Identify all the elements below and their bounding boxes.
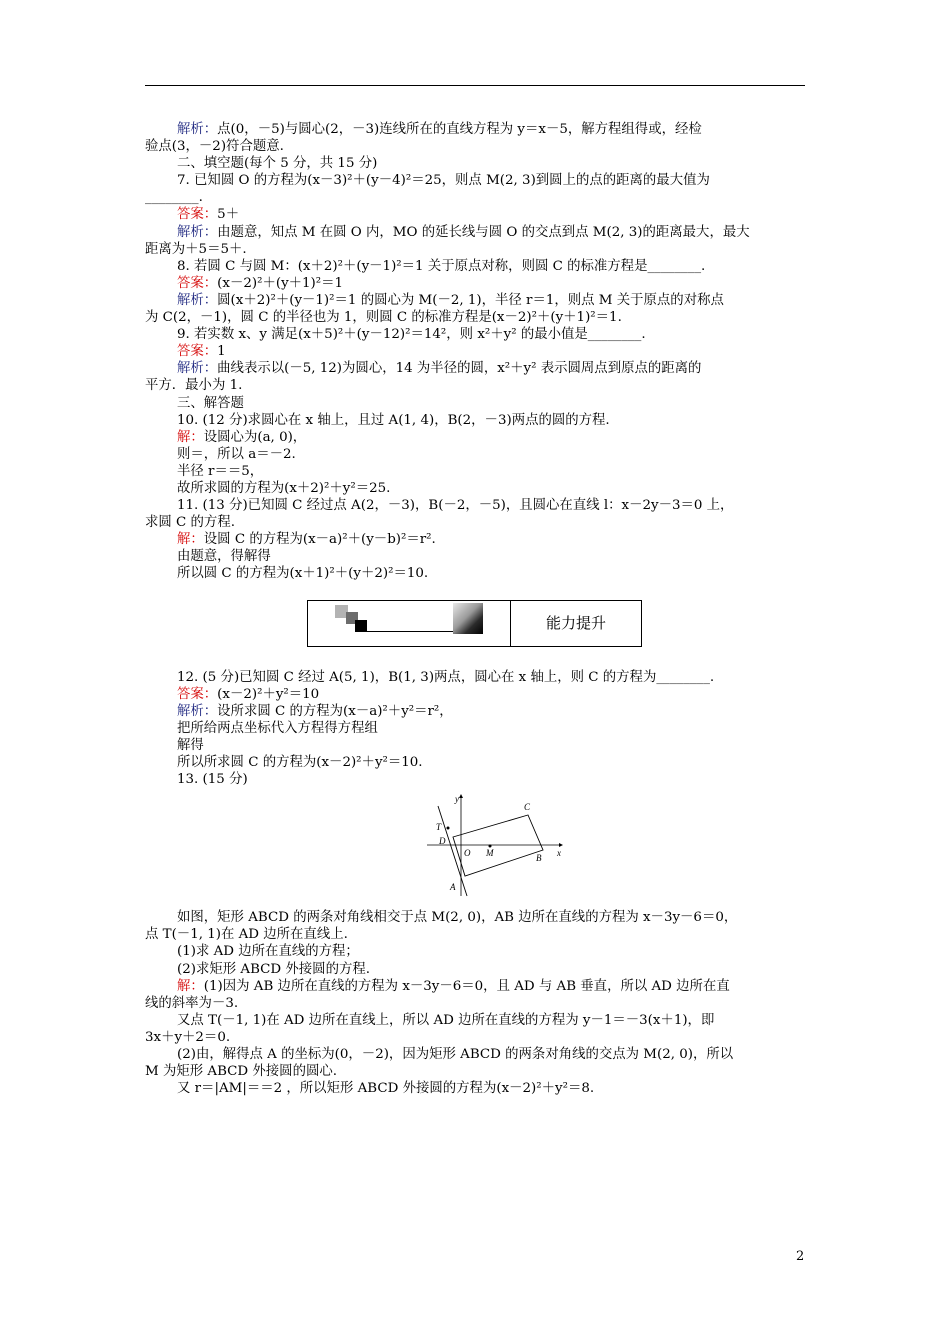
answer-label: 答案： bbox=[177, 207, 218, 223]
rectangle-figure bbox=[425, 792, 567, 898]
line-text: 为 C(2，－1)，圆 C 的半径也为 1，则圆 C 的标准方程是(x－2)²＋(y＋1)²＝1. bbox=[145, 310, 622, 326]
text-line bbox=[145, 926, 807, 943]
answer-label: 解： bbox=[177, 978, 204, 994]
text-line bbox=[145, 463, 807, 480]
text-line bbox=[145, 1046, 807, 1063]
point-t bbox=[447, 827, 450, 830]
text-line bbox=[145, 737, 807, 754]
text-line bbox=[145, 206, 807, 223]
line-text: 解得 bbox=[177, 737, 204, 753]
text-line bbox=[145, 412, 807, 429]
text-line bbox=[145, 754, 807, 771]
label-m: M bbox=[486, 848, 494, 859]
explanation-label: 解析： bbox=[177, 292, 218, 308]
y-axis-arrow bbox=[459, 794, 463, 798]
label-a: A bbox=[450, 882, 456, 893]
text-line bbox=[145, 961, 807, 978]
line-text: 5＋ bbox=[217, 207, 240, 223]
line-text: 9. 若实数 x、y 满足(x＋5)²＋(y－12)²＝14²，则 x²＋y² 的最小值是________. bbox=[177, 327, 646, 343]
solutions-block-3 bbox=[145, 909, 807, 1097]
line-text: 三、解答题 bbox=[177, 395, 244, 411]
line-text: 验点(3，－2)符合题意. bbox=[145, 139, 284, 155]
text-line bbox=[145, 189, 807, 206]
label-y: y bbox=[455, 794, 459, 805]
label-d: D bbox=[439, 836, 446, 847]
line-text: 11. (13 分)已知圆 C 经过点 A(2，－3)，B(－2，－5)，且圆心在直线 l：x－2y－3＝0 上， bbox=[177, 498, 734, 514]
label-t: T bbox=[436, 822, 442, 833]
text-line bbox=[145, 429, 807, 446]
text-line bbox=[145, 343, 807, 360]
text-line bbox=[145, 446, 807, 463]
text-line bbox=[145, 275, 807, 292]
line-text: 又点 T(－1, 1)在 AD 边所在直线上，所以 AD 边所在直线的方程为 y－1＝－3(x＋1)，即 bbox=[177, 1012, 715, 1028]
label-o: O bbox=[464, 848, 471, 859]
line-text: (x－2)²＋(y＋1)²＝1 bbox=[217, 275, 344, 291]
label-c: C bbox=[524, 802, 531, 813]
answer-label: 答案： bbox=[177, 275, 218, 291]
line-text: 求圆 C 的方程. bbox=[145, 515, 235, 531]
line-text: M 为矩形 ABCD 外接圆的圆心. bbox=[145, 1064, 337, 1080]
text-line bbox=[145, 138, 807, 155]
line-text: 3x＋y＋2＝0. bbox=[145, 1029, 231, 1045]
line-text: 半径 r＝＝5， bbox=[177, 463, 264, 479]
text-line bbox=[145, 909, 807, 926]
line-text: (x－2)²＋y²＝10 bbox=[217, 686, 320, 702]
text-line bbox=[145, 1063, 807, 1080]
line-text: 设圆心为(a, 0)， bbox=[203, 429, 307, 445]
line-text: 把所给两点坐标代入方程得方程组 bbox=[177, 720, 378, 736]
text-line bbox=[145, 360, 807, 377]
text-line bbox=[145, 326, 807, 343]
banner-decoration-line bbox=[355, 631, 453, 632]
line-text: 故所求圆的方程为(x＋2)²＋y²＝25. bbox=[177, 480, 391, 496]
header-rule bbox=[145, 85, 805, 86]
line-text: 7. 已知圆 O 的方程为(x－3)²＋(y－4)²＝25，则点 M(2, 3)到圆上的点的距离的最大值为 bbox=[177, 173, 710, 189]
text-line bbox=[145, 258, 807, 275]
text-line bbox=[145, 241, 807, 258]
text-line bbox=[145, 121, 807, 138]
line-text: 10. (12 分)求圆心在 x 轴上，且过 A(1, 4)，B(2，－3)两点的圆的方程. bbox=[177, 412, 610, 428]
text-line bbox=[145, 480, 807, 497]
line-text: 如图，矩形 ABCD 的两条对角线相交于点 M(2, 0)，AB 边所在直线的方程为 x－3y－6＝0， bbox=[177, 910, 738, 926]
answer-label: 解： bbox=[177, 429, 204, 445]
text-line bbox=[145, 548, 807, 565]
label-x: x bbox=[557, 848, 561, 859]
text-line bbox=[145, 703, 807, 720]
page-number: 2 bbox=[796, 1249, 805, 1264]
text-line bbox=[145, 514, 807, 531]
line-text: 12. (5 分)已知圆 C 经过 A(5, 1)，B(1, 3)两点，圆心在 x 轴上，则 C 的方程为________. bbox=[177, 669, 715, 685]
text-line bbox=[145, 292, 807, 309]
line-text: 二、填空题(每个 5 分，共 15 分) bbox=[177, 156, 378, 172]
label-b: B bbox=[536, 853, 542, 864]
explanation-label: 解析： bbox=[177, 703, 218, 719]
line-text: 13. (15 分) bbox=[177, 772, 248, 788]
x-axis-arrow bbox=[559, 843, 563, 847]
line-text: (2)求矩形 ABCD 外接圆的方程. bbox=[177, 961, 370, 977]
line-text: 设所求圆 C 的方程为(x－a)²＋y²＝r²， bbox=[217, 703, 453, 719]
answer-label: 答案： bbox=[177, 344, 218, 360]
line-text: 由题意，知点 M 在圆 O 内，MO 的延长线与圆 O 的交点到点 M(2, 3)的距离最大，最大 bbox=[217, 224, 750, 240]
line-text: 由题意，得解得 bbox=[177, 549, 271, 565]
line-text: 所以圆 C 的方程为(x＋1)²＋(y＋2)²＝10. bbox=[177, 566, 429, 582]
answer-label: 答案： bbox=[177, 686, 218, 702]
line-text: 平方．最小为 1. bbox=[145, 378, 243, 394]
text-line bbox=[145, 565, 807, 582]
text-line bbox=[145, 943, 807, 960]
banner-label: 能力提升 bbox=[545, 613, 606, 632]
text-line bbox=[145, 978, 807, 995]
text-line bbox=[145, 224, 807, 241]
line-text: (1)因为 AB 边所在直线的方程为 x－3y－6＝0，且 AD 与 AB 垂直，所以 AD 边所在直 bbox=[203, 978, 730, 994]
text-line bbox=[145, 686, 807, 703]
rectangle-abcd bbox=[453, 815, 543, 876]
line-text: (2)由，解得点 A 的坐标为(0，－2)，因为矩形 ABCD 的两条对角线的交点为 M(2, 0)，所以 bbox=[177, 1047, 734, 1063]
banner-decoration-gradient bbox=[453, 603, 483, 634]
line-text: 点(0，－5)与圆心(2，－3)连线所在的直线方程为 y＝x－5，解方程组得或，经检 bbox=[217, 122, 702, 137]
text-line bbox=[145, 497, 807, 514]
answer-label: 解： bbox=[177, 532, 204, 548]
solutions-block-2 bbox=[145, 669, 807, 789]
line-text: 8. 若圆 C 与圆 M：(x＋2)²＋(y－1)²＝1 关于原点对称，则圆 C 的标准方程是________. bbox=[177, 258, 706, 274]
text-line bbox=[145, 395, 807, 412]
section-banner bbox=[307, 600, 642, 647]
line-text: 又 r＝|AM|＝＝2 ，所以矩形 ABCD 外接圆的方程为(x－2)²＋y²＝8. bbox=[177, 1081, 595, 1097]
line-text: 距离为＋5＝5＋. bbox=[145, 241, 247, 257]
text-line bbox=[145, 771, 807, 788]
explanation-label: 解析： bbox=[177, 122, 218, 137]
solutions-block-1 bbox=[145, 121, 807, 583]
text-line bbox=[145, 377, 807, 394]
text-line bbox=[145, 155, 807, 172]
line-text: 曲线表示以(－5, 12)为圆心，14 为半径的圆，x²＋y² 表示圆周点到原点的距离的 bbox=[217, 361, 702, 377]
text-line bbox=[145, 995, 807, 1012]
explanation-label: 解析： bbox=[177, 224, 218, 240]
line-text: 设圆 C 的方程为(x－a)²＋(y－b)²＝r². bbox=[203, 532, 436, 548]
text-line bbox=[145, 309, 807, 326]
text-line bbox=[145, 531, 807, 548]
line-text: 圆(x＋2)²＋(y－1)²＝1 的圆心为 M(－2, 1)，半径 r＝1，则点 M 关于原点的对称点 bbox=[217, 292, 724, 308]
line-text: ________. bbox=[145, 190, 203, 206]
line-text: 线的斜率为－3. bbox=[145, 995, 239, 1011]
explanation-label: 解析： bbox=[177, 361, 218, 377]
line-text: 1 bbox=[217, 344, 226, 360]
text-line bbox=[145, 1080, 807, 1097]
document-body bbox=[145, 121, 807, 1097]
text-line bbox=[145, 1012, 807, 1029]
line-text: 点 T(－1, 1)在 AD 边所在直线上. bbox=[145, 927, 348, 943]
line-text: 所以所求圆 C 的方程为(x－2)²＋y²＝10. bbox=[177, 755, 423, 770]
text-line bbox=[145, 669, 807, 686]
text-line bbox=[145, 172, 807, 189]
text-line bbox=[145, 720, 807, 737]
line-text: 则＝，所以 a＝－2. bbox=[177, 446, 296, 462]
text-line bbox=[145, 1029, 807, 1046]
line-text: (1)求 AD 边所在直线的方程； bbox=[177, 944, 359, 960]
